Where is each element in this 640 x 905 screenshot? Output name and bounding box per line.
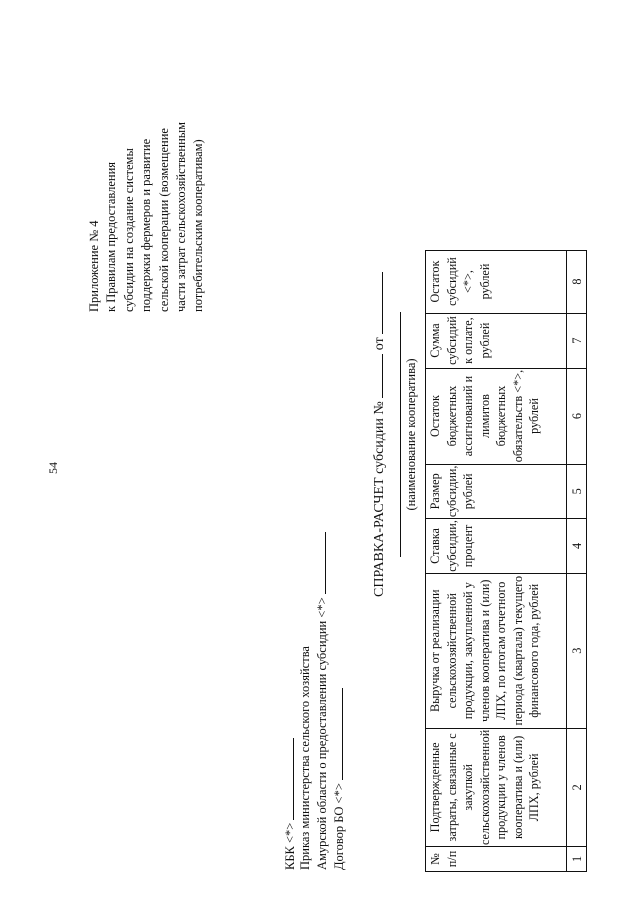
- order-blank: [314, 532, 326, 594]
- contract-field: [331, 688, 347, 870]
- col-number: 6: [567, 368, 587, 464]
- col-number: 7: [567, 313, 587, 368]
- col-number: 5: [567, 464, 587, 519]
- kbk-label: КБК <*>: [283, 822, 297, 870]
- appendix-line: сельской кооперации (возмещение: [156, 128, 171, 312]
- number-blank: [370, 354, 383, 398]
- appendix-line: части затрат сельскохозяйственным: [174, 121, 189, 312]
- title-text: СПРАВКА-РАСЧЕТ субсидии №: [372, 401, 387, 597]
- table-number-row: [567, 250, 587, 871]
- table-header-row: [426, 250, 567, 871]
- col-header-3: Выручка от реализации сельскохозяйственной продукции, закупленной у членов кооператива и (или) ЛПХ, по итогам отчетного периода (квартала) текущего финансового года, рублей: [426, 573, 567, 728]
- col-header-6: Остаток бюджетных ассигнований и лимитов бюджетных обязательств <*>, рублей: [426, 368, 567, 464]
- kbk-blank: [282, 738, 294, 820]
- date-blank: [370, 272, 383, 334]
- col-number: 2: [567, 728, 587, 846]
- page-number: 54: [46, 462, 60, 474]
- kbk-field: [282, 738, 298, 870]
- contract-blank: [331, 688, 343, 780]
- coop-name-line: [400, 312, 401, 557]
- title-from: от: [372, 337, 387, 351]
- col-header-5: Размер субсидии, рублей: [426, 464, 567, 519]
- appendix-line: Приложение № 4: [87, 220, 101, 312]
- order-line1: Приказ министерства сельского хозяйства: [298, 646, 312, 870]
- document-title: [370, 272, 388, 597]
- col-header-8: Остаток субсидий <*>, рублей: [426, 250, 567, 313]
- order-label: Амурской области о предоставлении субсидии <*>: [315, 597, 329, 870]
- col-header-7: Сумма субсидий к оплате, рублей: [426, 313, 567, 368]
- appendix-line: субсидии на создание системы: [121, 148, 136, 312]
- col-header-1: № п/п: [426, 847, 567, 872]
- order-field: [314, 532, 330, 870]
- col-number: 1: [567, 847, 587, 872]
- col-header-2: Подтвержденные затраты, связанные с закупкой сельскохозяйственной продукции у членов кооператива и (или) ЛПХ, рублей: [426, 728, 567, 846]
- col-number: 3: [567, 573, 587, 728]
- calculation-table: [425, 250, 587, 872]
- appendix-line: к Правилам предоставления: [104, 161, 119, 312]
- appendix-line: поддержки фермеров и развитие: [139, 138, 154, 312]
- appendix-block: [86, 12, 208, 312]
- contract-label: Договор БО <*>: [332, 783, 346, 870]
- appendix-line: потребительским кооперативам): [191, 139, 206, 312]
- coop-name-caption: (наименование кооператива): [404, 358, 418, 511]
- rotated-page: [40, 12, 600, 892]
- col-number: 8: [567, 250, 587, 313]
- col-header-4: Ставка субсидии, процент: [426, 519, 567, 574]
- col-number: 4: [567, 519, 587, 574]
